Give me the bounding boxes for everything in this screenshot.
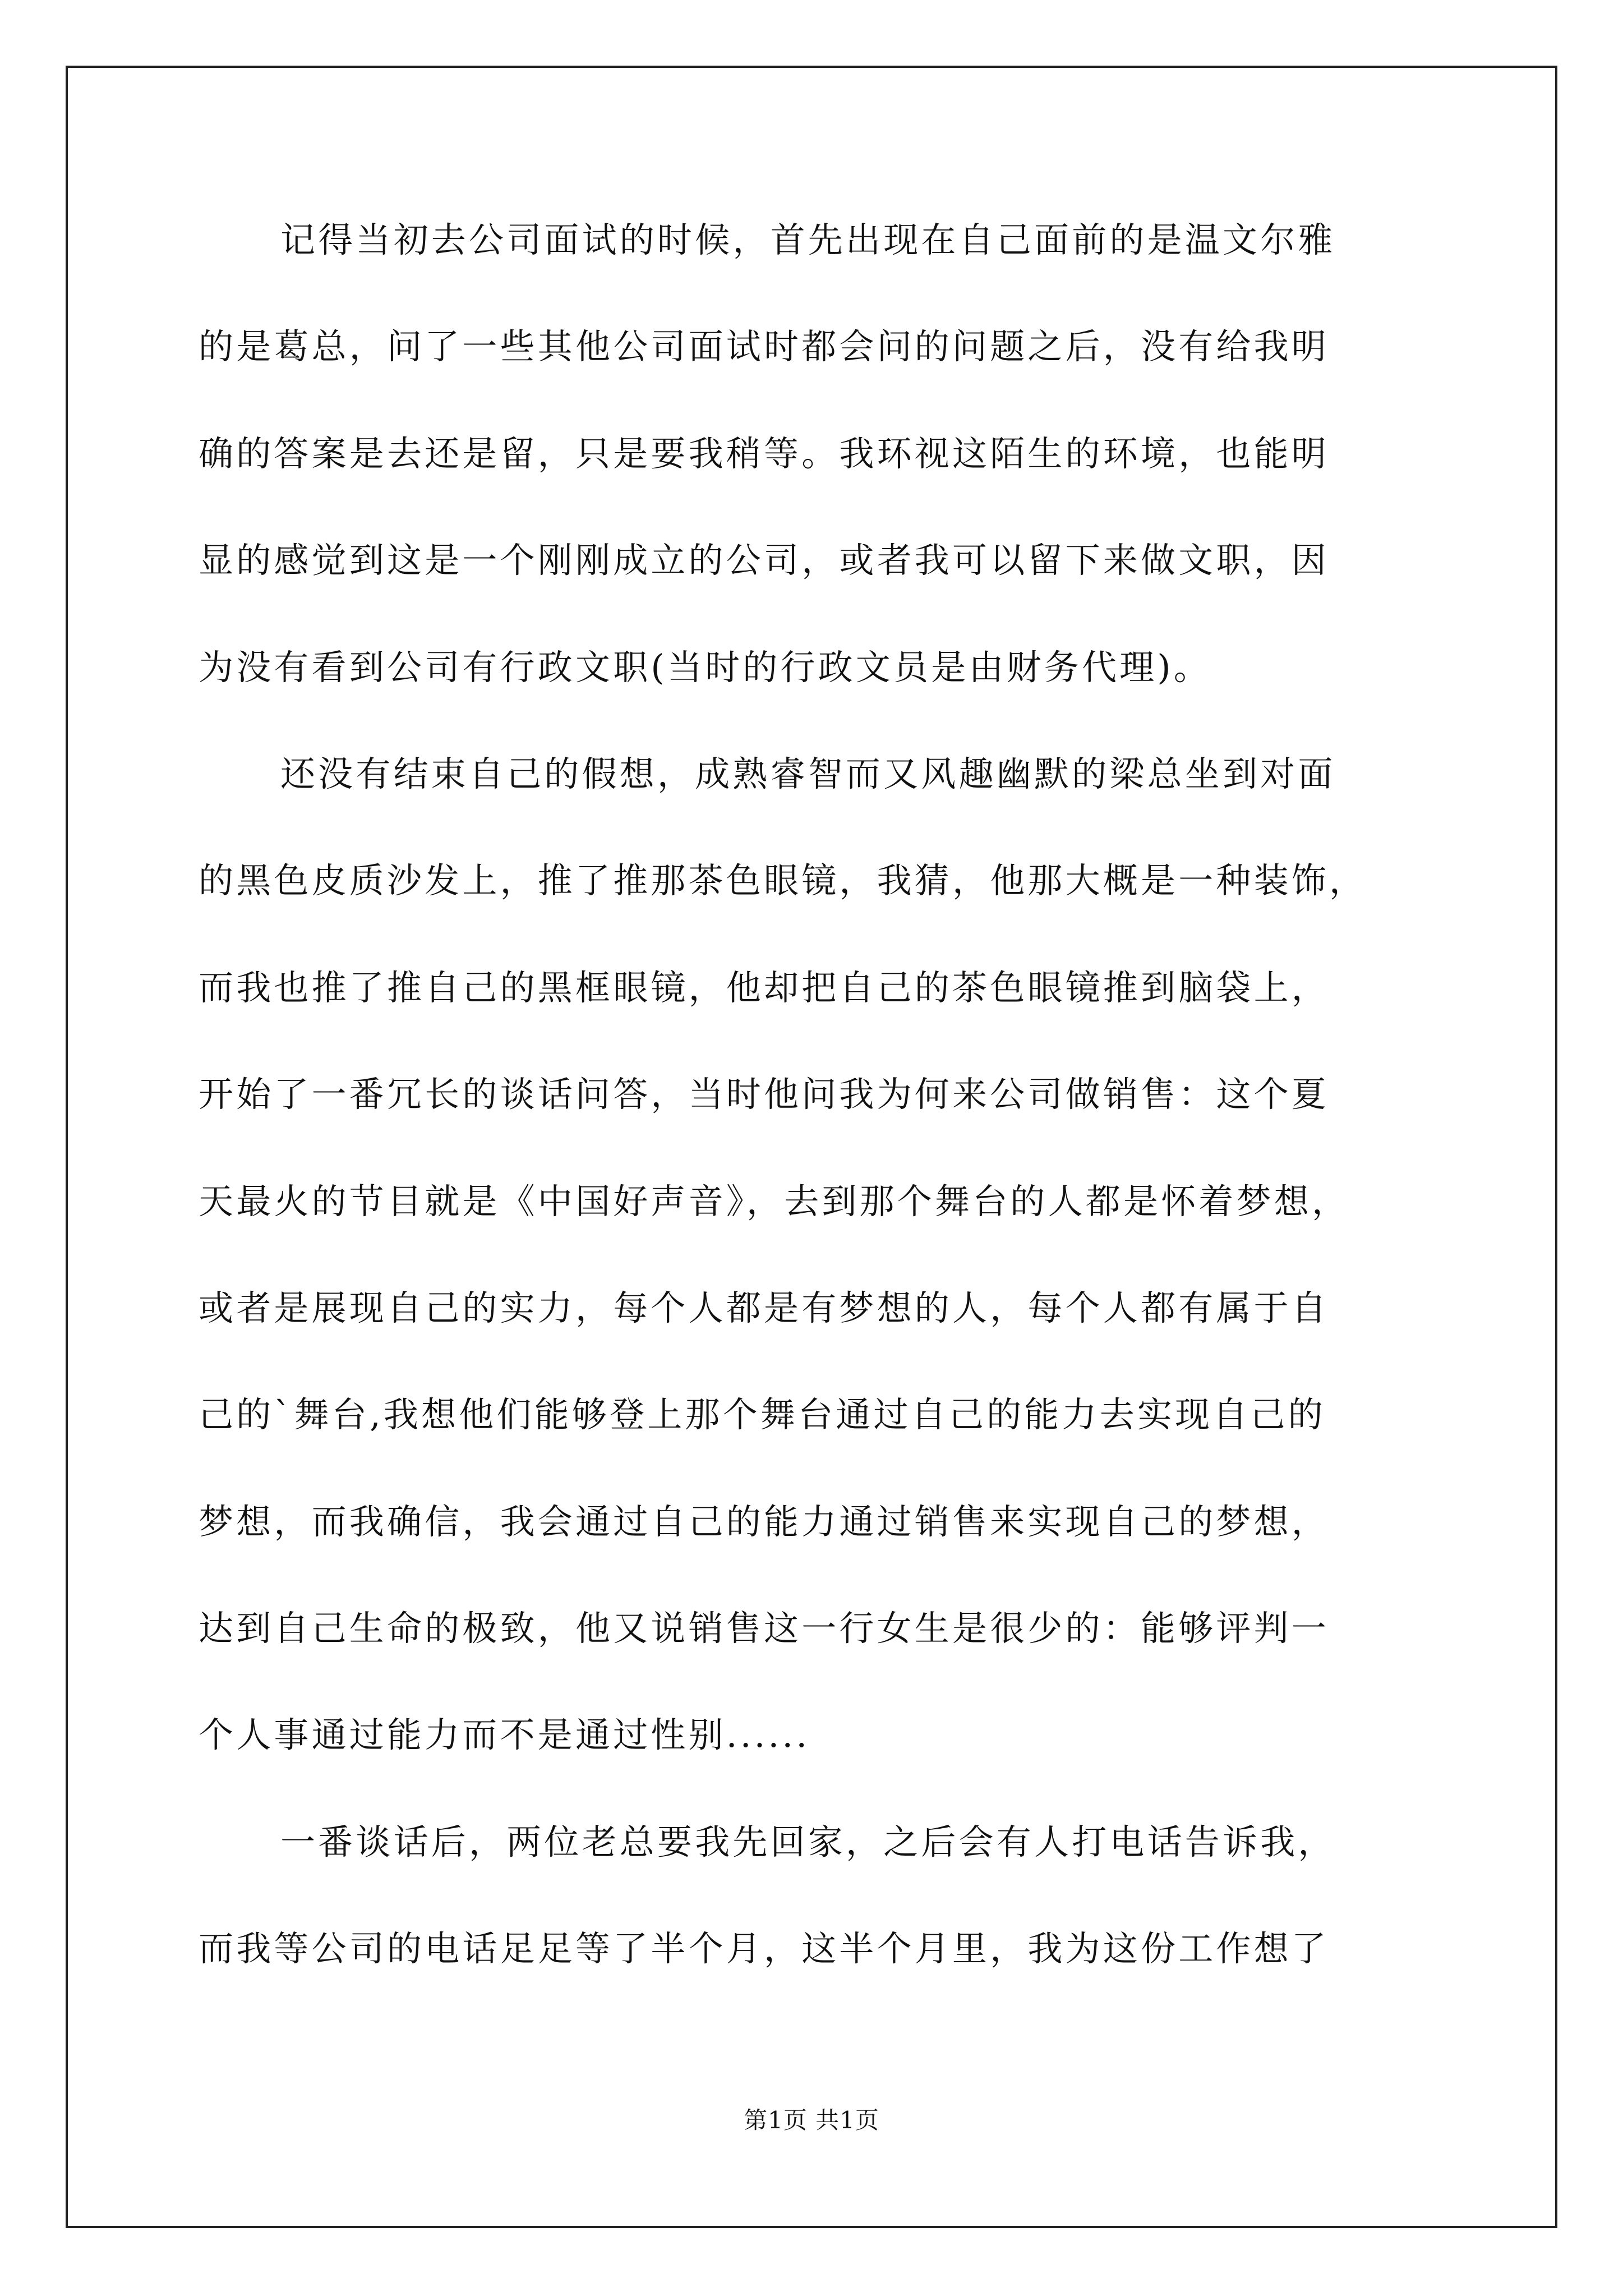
paragraph-1-line-5: 为没有看到公司有行政文职(当时的行政文员是由财务代理)。 — [199, 646, 1211, 688]
paragraph-2-line-5: 天最火的节目就是《中国好声音》，去到那个舞台的人都是怀着梦想， — [199, 1180, 1350, 1222]
paragraph-1-line-3: 确的答案是去还是留，只是要我稍等。我环视这陌生的环境，也能明 — [199, 432, 1330, 474]
page-footer: 第1页 共1页 — [744, 2106, 879, 2134]
paragraph-3-line-1: 一番谈话后，两位老总要我先回家，之后会有人打电话告诉我， — [280, 1821, 1336, 1862]
paragraph-1-line-4: 显的感觉到这是一个刚刚成立的公司，或者我可以留下来做文职，因 — [199, 540, 1330, 581]
paragraph-2-line-6: 或者是展现自己的实力，每个人都是有梦想的人，每个人都有属于自 — [199, 1287, 1330, 1328]
paragraph-2-line-1: 还没有结束自己的假想，成熟睿智而又风趣幽默的梁总坐到对面 — [280, 753, 1336, 794]
paragraph-2-line-7: 己的`舞台,我想他们能够登上那个舞台通过自己的能力去实现自己的 — [199, 1394, 1326, 1435]
paragraph-1-line-2: 的是葛总，问了一些其他公司面试时都会问的问题之后，没有给我明 — [199, 326, 1330, 367]
paragraph-2-line-2: 的黑色皮质沙发上，推了推那茶色眼镜，我猜，他那大概是一种装饰， — [199, 860, 1367, 901]
paragraph-2-line-4: 开始了一番冗长的谈话问答，当时他问我为何来公司做销售：这个夏 — [199, 1074, 1330, 1115]
paragraph-1-line-1: 记得当初去公司面试的时候，首先出现在自己面前的是温文尔雅 — [280, 219, 1336, 260]
paragraph-2-line-9: 达到自己生命的极致，他又说销售这一行女生是很少的：能够评判一 — [199, 1608, 1330, 1649]
paragraph-2-line-3: 而我也推了推自己的黑框眼镜，他却把自己的茶色眼镜推到脑袋上， — [199, 967, 1330, 1008]
paragraph-2-line-10: 个人事通过能力而不是通过性别...... — [199, 1714, 810, 1756]
paragraph-2-line-8: 梦想，而我确信，我会通过自己的能力通过销售来实现自己的梦想， — [199, 1501, 1330, 1542]
paragraph-3-line-2: 而我等公司的电话足足等了半个月，这半个月里，我为这份工作想了 — [199, 1928, 1330, 1970]
document-body — [199, 213, 1432, 2029]
